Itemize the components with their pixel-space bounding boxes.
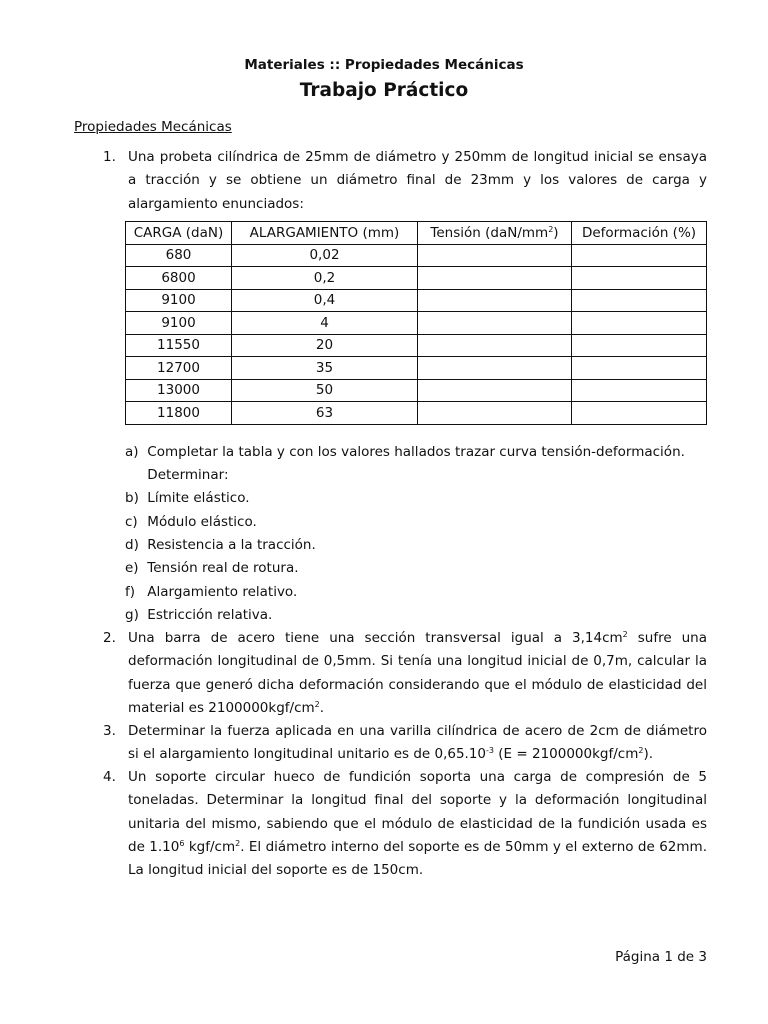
table-row	[126, 357, 707, 380]
section-heading: Propiedades Mecánicas	[74, 119, 232, 135]
cell-alargamiento: 63	[232, 402, 418, 425]
cell-tension	[418, 267, 572, 290]
subitem-d: d) Resistencia a la tracción.	[125, 537, 316, 553]
cell-deformacion	[572, 379, 707, 402]
cell-alargamiento: 50	[232, 379, 418, 402]
question-1-text: Una probeta cilíndrica de 25mm de diámetro y 250mm de longitud inicial se ensaya a tracción y se obtiene un diámetro final de 23mm y los valores de carga y alargamiento enunciados:	[128, 149, 707, 212]
document-header: Materiales :: Propiedades Mecánicas	[244, 57, 524, 73]
question-3-text: Determinar la fuerza aplicada en una varilla cilíndrica de acero de 2cm de diámetro si el alargamiento longitudinal unitario es de $0,65.10^{-3}$ $(E = 2100000kgf/cm^2)$.	[128, 723, 707, 763]
table-row	[126, 267, 707, 290]
cell-carga: 680	[126, 244, 232, 267]
cell-deformacion	[572, 244, 707, 267]
cell-alargamiento: 4	[232, 312, 418, 335]
table-header-row	[126, 222, 707, 245]
cell-tension	[418, 357, 572, 380]
cell-alargamiento: 20	[232, 334, 418, 357]
subitem-b: b) Límite elástico.	[125, 490, 250, 506]
table-row	[126, 379, 707, 402]
subitem-e: e) Tensión real de rotura.	[125, 560, 299, 576]
cell-deformacion	[572, 334, 707, 357]
cell-alargamiento: 0,2	[232, 267, 418, 290]
cell-tension	[418, 334, 572, 357]
cell-tension	[418, 244, 572, 267]
cell-deformacion	[572, 357, 707, 380]
cell-carga: 11550	[126, 334, 232, 357]
header-alargamiento: ALARGAMIENTO (mm)	[232, 222, 418, 245]
cell-tension	[418, 379, 572, 402]
subitem-determinar: Determinar:	[147, 467, 229, 483]
subitem-f: f) Alargamiento relativo.	[125, 584, 298, 600]
subitem-g: g) Estricción relativa.	[125, 607, 273, 623]
question-4-number: 4.	[103, 769, 116, 785]
question-2-number: 2.	[103, 630, 116, 646]
question-1-number: 1.	[103, 149, 116, 165]
subitem-a: a) Completar la tabla y con los valores hallados trazar curva tensión-deformación.	[125, 444, 685, 460]
cell-carga: 9100	[126, 289, 232, 312]
table-row	[126, 402, 707, 425]
cell-tension	[418, 289, 572, 312]
table-row	[126, 289, 707, 312]
question-4	[103, 766, 707, 882]
cell-deformacion	[572, 312, 707, 335]
question-1	[103, 146, 707, 216]
cell-carga: 13000	[126, 379, 232, 402]
question-4-text: Un soporte circular hueco de fundición soporta una carga de compresión de 5 toneladas. Determinar la longitud final del soporte y la deformación longitudinal unitaria del mismo, sabiendo que el módulo de elasticidad de la fundición usada es de 1.10$^6$ kgf/$cm^2$. El diámetro interno del soporte es de 50mm y el externo de 62mm. La longitud inicial del soporte es de 150cm.	[128, 769, 707, 879]
load-elongation-table	[125, 221, 707, 425]
question-2	[103, 627, 707, 720]
document-title: Trabajo Práctico	[299, 80, 469, 101]
header-deformacion: Deformación (%)	[572, 222, 707, 245]
table-row	[126, 334, 707, 357]
question-3-number: 3.	[103, 723, 116, 739]
question-3	[103, 720, 707, 767]
cell-alargamiento: 0,02	[232, 244, 418, 267]
cell-alargamiento: 0,4	[232, 289, 418, 312]
question-2-text: Una barra de acero tiene una sección transversal igual a $3,14cm^2$ sufre una deformación longitudinal de 0,5mm. Si tenía una longitud inicial de 0,7m, calcular la fuerza que generó dicha deformación considerando que el módulo de elasticidad del material es $2100000kgf/cm^2$.	[128, 630, 707, 716]
subitem-c: c) Módulo elástico.	[125, 514, 257, 530]
cell-carga: 9100	[126, 312, 232, 335]
cell-alargamiento: 35	[232, 357, 418, 380]
cell-tension	[418, 402, 572, 425]
cell-carga: 12700	[126, 357, 232, 380]
page-number: Página 1 de 3	[615, 949, 707, 965]
cell-tension	[418, 312, 572, 335]
cell-deformacion	[572, 289, 707, 312]
table-row	[126, 312, 707, 335]
table-row	[126, 244, 707, 267]
cell-deformacion	[572, 402, 707, 425]
cell-carga: 6800	[126, 267, 232, 290]
header-tension: Tensión $(daN/mm^2)$	[418, 222, 572, 245]
cell-carga: 11800	[126, 402, 232, 425]
header-carga: CARGA (daN)	[126, 222, 232, 245]
cell-deformacion	[572, 267, 707, 290]
